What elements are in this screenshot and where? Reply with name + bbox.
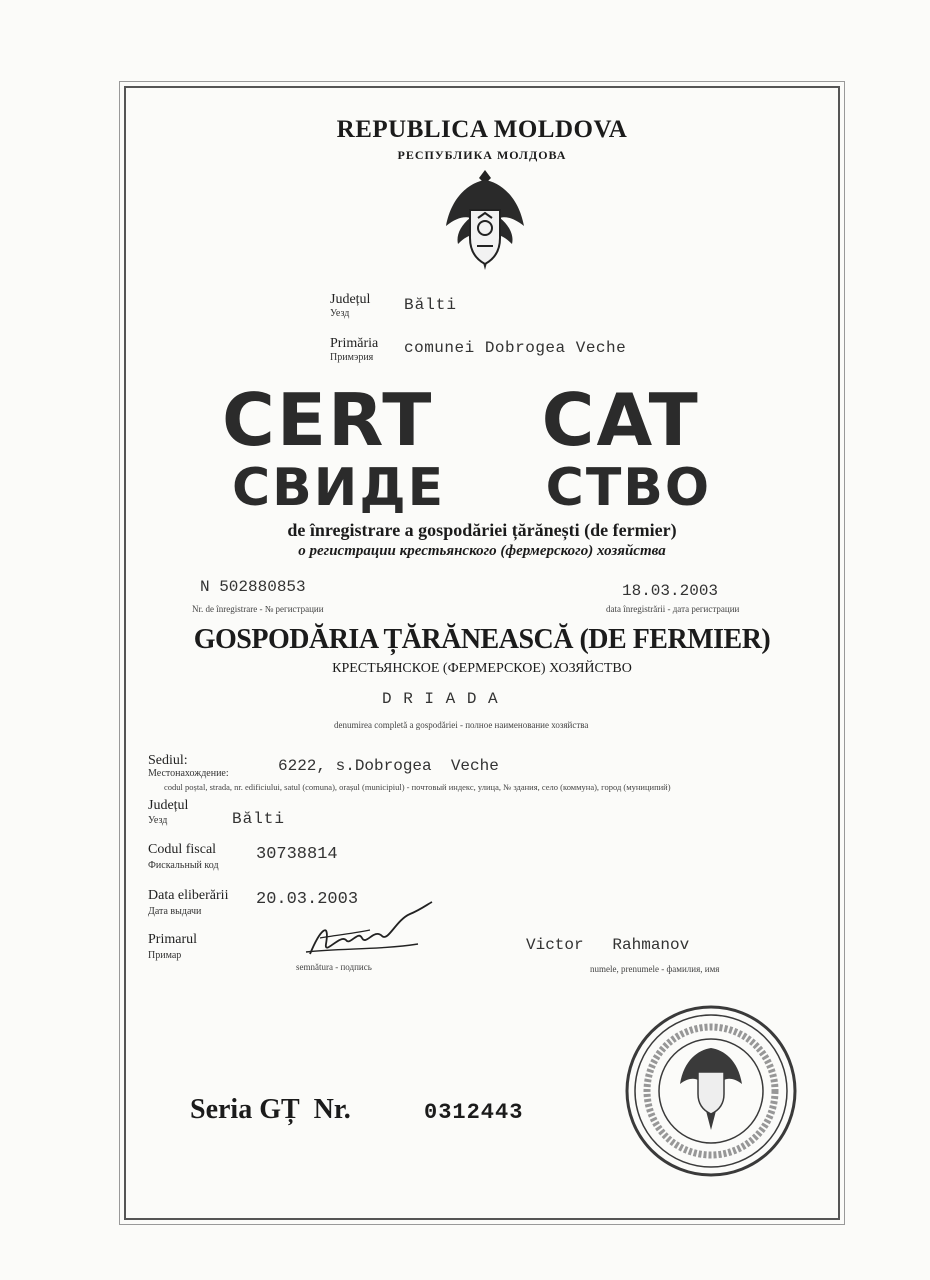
country-title-ru: РЕСПУБЛИКА МОЛДОВА (397, 148, 567, 162)
mayor-signature (300, 900, 440, 964)
farm-heading-ro: GOSPODĂRIA ȚĂRĂNEASCĂ (DE FERMIER) (193, 624, 771, 655)
sediul-hint: codul poștal, strada, nr. edificiului, satul (comuna), orașul (municipiul) - почтовый индекс, улица, № здания, село (коммуна), город (муниципий) (164, 782, 671, 792)
judet-top-label-ro: Județul (330, 292, 371, 307)
registration-number-label: Nr. de înregistrare - № регистрации (192, 604, 324, 614)
registration-number: N 502880853 (200, 578, 306, 596)
certificate-title-ro: CERT CAT (222, 378, 700, 462)
primaria-value: comunei Dobrogea Veche (404, 339, 627, 357)
farm-name-label: denumirea completă a gospodăriei - полное наименование хозяйства (334, 720, 589, 730)
primaria-label-ru: Примэрия (330, 352, 374, 363)
fiscal-label-ro: Codul fiscal (148, 842, 217, 857)
coat-of-arms-icon (442, 166, 528, 278)
judet-label-ru: Уезд (148, 815, 168, 826)
issue-value: 20.03.2003 (256, 890, 359, 909)
mayor-label-ru: Примар (148, 950, 182, 961)
farm-name: D R I A D A (382, 690, 499, 708)
judet-label-ro: Județul (148, 798, 189, 813)
primaria-label-ro: Primăria (330, 336, 379, 351)
issue-label-ro: Data eliberării (148, 888, 229, 903)
certificate-subtitle-ru: о регистрации крестьянского (фермерского) хозяйства (298, 543, 666, 559)
series-label: Seria GȚ Nr. (190, 1094, 351, 1125)
certificate-title-ru: СВИДЕ СТВО (232, 458, 712, 518)
signature-label: semnătura - подпись (296, 962, 372, 972)
fiscal-value: 30738814 (256, 845, 338, 864)
sediul-label-ru: Местонахождение: (148, 768, 229, 779)
mayor-name-label: numele, prenumele - фамилия, имя (590, 964, 720, 974)
issue-label-ru: Дата выдачи (148, 906, 202, 917)
official-stamp-icon (622, 1002, 800, 1180)
judet-value: Bălti (232, 810, 286, 828)
mayor-label-ro: Primarul (148, 932, 197, 947)
sediul-value: 6222, s.Dobrogea Veche (278, 757, 499, 775)
judet-top-value: Bălti (404, 296, 458, 314)
judet-top-label-ru: Уезд (330, 308, 350, 319)
fiscal-label-ru: Фискальный код (148, 860, 219, 871)
series-number: 0312443 (424, 1100, 524, 1125)
registration-date-label: data înregistrării - дата регистрации (606, 604, 740, 614)
country-title-ro: REPUBLICA MOLDOVA (336, 116, 628, 143)
sediul-label-ro: Sediul: (148, 753, 188, 768)
certificate-subtitle-ro: de înregistrare a gospodăriei țărănești (de fermier) (287, 520, 677, 540)
farm-heading-ru: КРЕСТЬЯНСКОЕ (ФЕРМЕРСКОЕ) ХОЗЯЙСТВО (332, 661, 632, 676)
registration-date: 18.03.2003 (622, 582, 719, 600)
mayor-name: Victor Rahmanov (526, 936, 690, 954)
